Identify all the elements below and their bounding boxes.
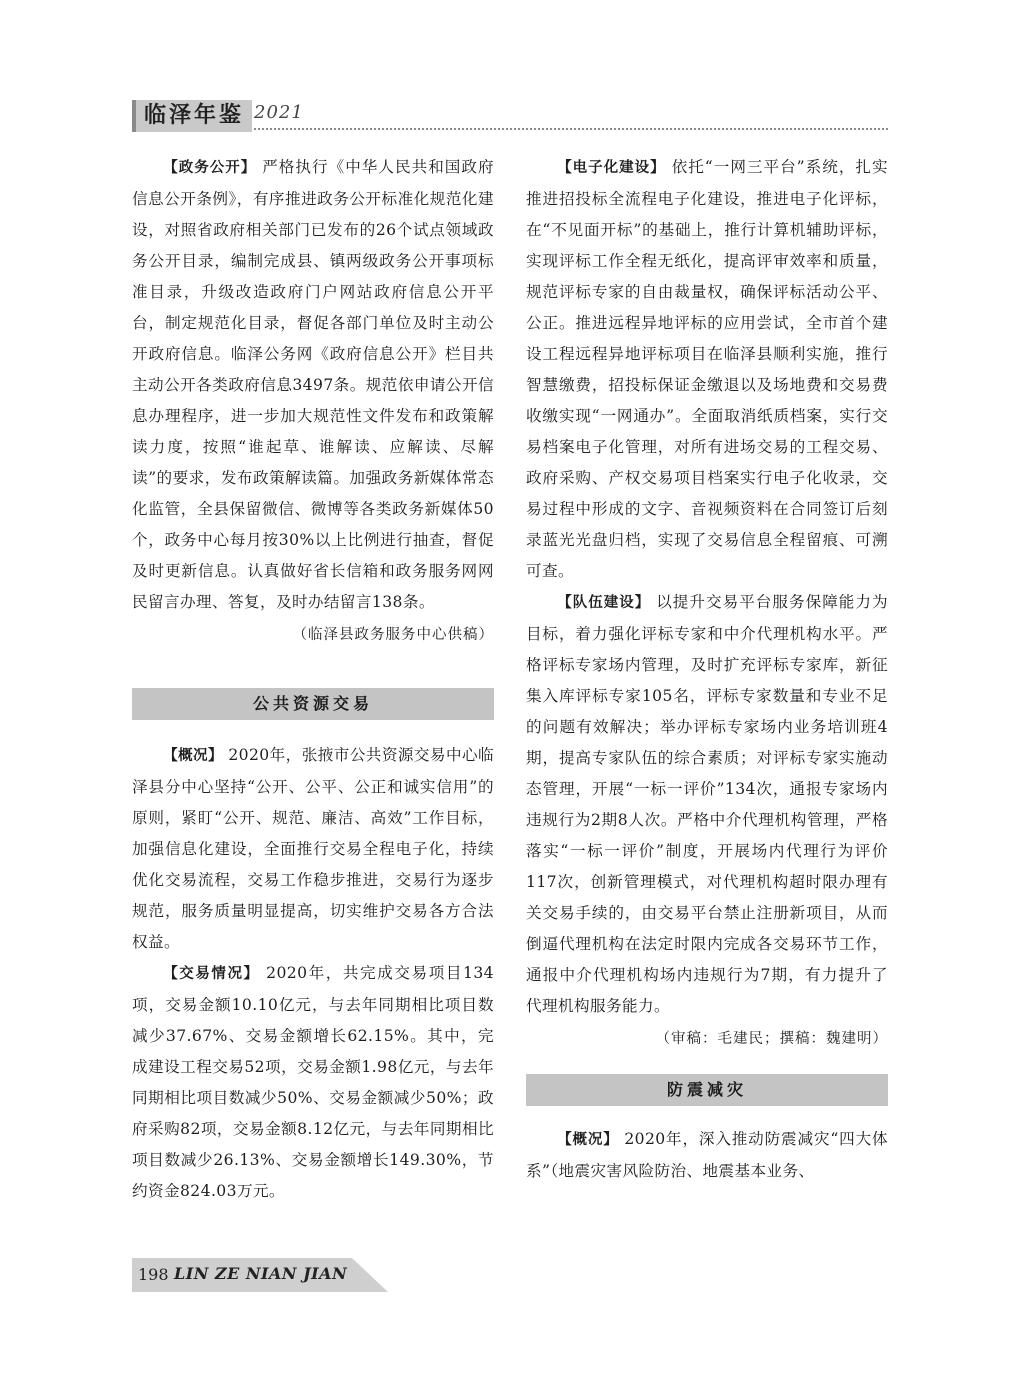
- paragraph-tag: 【概况】: [557, 1132, 619, 1148]
- paragraph-text: 以提升交易平台服务保障能力为目标，着力强化评标专家和中介代理机构水平。严格评标专家场内管理，及时扩充评标专家库，新征集入库评标专家105名，评标专家数量和专业不足的问题有效解决；举办评标专家场内业务培训班4期，提高专家队伍的综合素质；对评标专家实施动态管理，开展“一标一评价”134次，通报专家场内违规行为2期8人次。严格中介代理机构管理，严格落实“一标一评价”制度，开展场内代理行为评价117次，创新管理模式，对代理机构超时限办理有关交易手续的，由交易平台禁止注册新项目，从而倒逼代理机构在法定时限内完成各交易环节工作，通报中介代理机构场内违规行为7期，有力提升了代理机构服务能力。: [526, 593, 888, 1015]
- paragraph-tag: 【队伍建设】: [557, 595, 651, 611]
- page-footer: [132, 1258, 392, 1292]
- page-header: [132, 98, 888, 138]
- yearbook-year: 2021: [254, 102, 304, 123]
- paragraph-text: 2020年，张掖市公共资源交易中心临泽县分中心坚持“公开、公平、公正和诚实信用”的原则，紧盯“公开、规范、廉洁、高效”工作目标，加强信息化建设，全面推行交易全程电子化，持续优化交易流程，交易工作稳步推进，交易行为逐步规范，服务质量明显提高，切实维护交易各方合法权益。: [132, 746, 494, 951]
- paragraph-tag: 【政务公开】: [163, 160, 257, 176]
- paragraph-text: 依托“一网三平台”系统，扎实推进招投标全流程电子化建设，推进电子化评标，在“不见面开标”的基础上，推行计算机辅助评标，实现评标工作全程无纸化，提高评审效率和质量，规范评标专家的自由裁量权，确保评标活动公平、公正。推进远程异地评标的应用尝试，全市首个建设工程远程异地评标项目在临泽县顺利实施，推行智慧缴费，招投标保证金缴退以及场地费和交易费收缴实现“一网通办”。全面取消纸质档案，实行交易档案电子化管理，对所有进场交易的工程交易、政府采购、产权交易项目档案实行电子化收录，交易过程中形成的文字、音视频资料在合同签订后刻录蓝光光盘归档，实现了交易信息全程留痕、可溯可查。: [526, 158, 888, 580]
- left-column: [132, 152, 494, 1207]
- section-heading-earthquake: 防震减灾: [526, 1074, 888, 1106]
- paragraph-earthquake-overview: [526, 1124, 888, 1187]
- running-title: LIN ZE NIAN JIAN: [174, 1264, 348, 1283]
- header-dotted-rule: [254, 128, 888, 130]
- paragraph-text: 严格执行《中华人民共和国政府信息公开条例》，有序推进政务公开标准化规范化建设，对照省政府相关部门已发布的26个试点领域政务公开目录，编制完成县、镇两级政务公开事项标准目录，升级改造政府门户网站政府信息公开平台，制定规范化目录，督促各部门单位及时主动公开政府信息。临泽公务网《政府信息公开》栏目共主动公开各类政府信息3497条。规范依申请公开信息办理程序，进一步加大规范性文件发布和政策解读力度，按照“谁起草、谁解读、应解读、尽解读”的要求，发布政策解读篇。加强政务新媒体常态化监管，全县保留微信、微博等各类政务新媒体50个，政务中心每月按30%以上比例进行抽查，督促及时更新信息。认真做好省长信箱和政务服务网网民留言办理、答复，及时办结留言138条。: [132, 158, 494, 611]
- source-credit: （临泽县政务服务中心供稿）: [292, 627, 494, 643]
- paragraph-overview: [132, 740, 494, 958]
- paragraph-tag: 【电子化建设】: [557, 160, 666, 176]
- review-credit: （审稿：毛建民；撰稿：魏建明）: [655, 1031, 888, 1047]
- paragraph-tag: 【概况】: [163, 748, 223, 764]
- paragraph-e-construction: [526, 152, 888, 587]
- paragraph-trading: [132, 958, 494, 1207]
- paragraph-government-affairs: [132, 152, 494, 618]
- paragraph-tag: 【交易情况】: [163, 966, 260, 982]
- right-column: [526, 152, 888, 1187]
- paragraph-text: 2020年，深入推动防震减灾“四大体系”（地震灾害风险防治、地震基本业务、: [526, 1130, 888, 1180]
- paragraph-text: 2020年，共完成交易项目134项，交易金额10.10亿元，与去年同期相比项目数减少37.67%、交易金额增长62.15%。其中，完成建设工程交易52项，交易金额1.98亿元，与去年同期相比项目数减少50%、交易金额减少50%；政府采购82项，交易金额8.12亿元，与去年同期相比项目数减少26.13%、交易金额增长149.30%，节约资金824.03万元。: [132, 964, 494, 1200]
- paragraph-team-building: [526, 587, 888, 1022]
- yearbook-title: 临泽年鉴: [132, 100, 252, 132]
- page-number: 198: [138, 1265, 169, 1284]
- section-heading-public-resources: 公共资源交易: [132, 688, 494, 720]
